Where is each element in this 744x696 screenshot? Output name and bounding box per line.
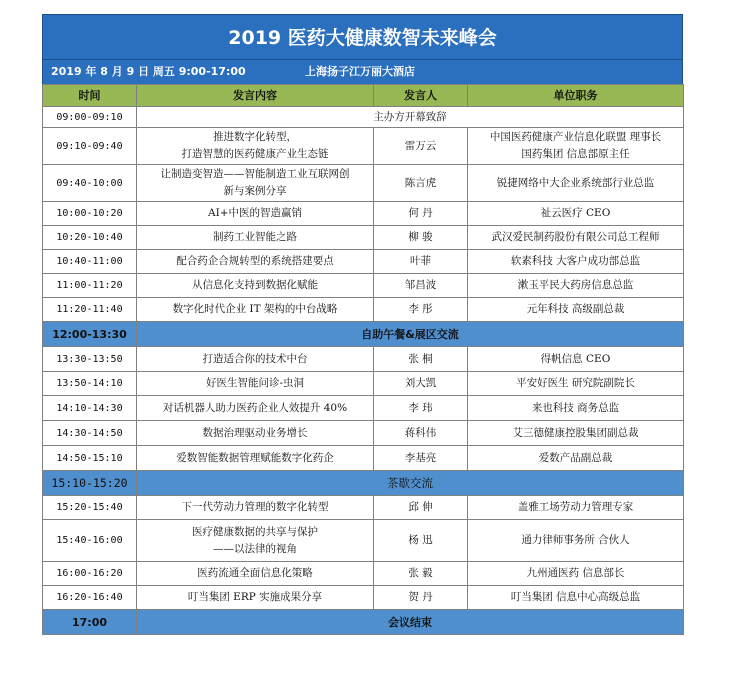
topic-line: 推进数字化转型， — [213, 131, 297, 143]
event-venue: 上海扬子江万丽大酒店 — [305, 65, 415, 78]
session-organization — [468, 165, 684, 202]
session-speaker: 李基亮 — [374, 446, 468, 471]
agenda-row — [43, 610, 684, 635]
agenda-row — [43, 562, 684, 586]
session-topic — [137, 496, 374, 520]
opening-remarks: 主办方开幕致辞 — [137, 107, 684, 128]
session-topic — [137, 347, 374, 372]
organization-line: 元年科技 高级副总裁 — [526, 303, 625, 315]
session-organization — [468, 396, 684, 421]
session-topic — [137, 520, 374, 562]
column-header-time: 时间 — [43, 85, 137, 107]
agenda-row — [43, 471, 684, 496]
session-time: 15:10-15:20 — [43, 471, 137, 496]
agenda-sheet — [42, 14, 683, 635]
session-organization — [468, 298, 684, 322]
organization-line: 来也科技 商务总监 — [531, 401, 620, 414]
session-organization — [468, 250, 684, 274]
session-speaker: 张 毅 — [374, 562, 468, 586]
session-speaker: 贺 丹 — [374, 586, 468, 610]
session-speaker: 张 桐 — [374, 347, 468, 372]
event-date: 2019 年 8 月 9 日 周五 9:00-17:00 — [51, 65, 246, 78]
session-time: 09:00-09:10 — [43, 107, 137, 128]
session-time: 11:20-11:40 — [43, 298, 137, 322]
agenda-row — [43, 226, 684, 250]
session-time: 11:00-11:20 — [43, 274, 137, 298]
session-speaker: 陈言虎 — [374, 165, 468, 202]
topic-line: 医疗健康数据的共享与保护 — [192, 525, 318, 538]
session-time: 15:20-15:40 — [43, 496, 137, 520]
topic-line: 爱数智能数据管理赋能数字化药企 — [176, 451, 334, 464]
agenda-row — [43, 322, 684, 347]
session-speaker: 雷万云 — [374, 128, 468, 165]
topic-line: 配合药企合规转型的系统搭建要点 — [176, 255, 334, 267]
organization-line: 得帆信息 CEO — [540, 352, 611, 365]
session-organization — [468, 421, 684, 446]
session-topic — [137, 396, 374, 421]
topic-line: 制药工业智能之路 — [213, 231, 297, 243]
organization-line: 爱数产品副总裁 — [538, 451, 613, 464]
session-organization — [468, 446, 684, 471]
column-header-organization: 单位职务 — [468, 85, 684, 107]
session-topic — [137, 274, 374, 298]
organization-line: 平安好医生 研究院副院长 — [516, 377, 635, 389]
session-topic — [137, 202, 374, 226]
session-time: 13:30-13:50 — [43, 347, 137, 372]
session-speaker: 邱 伸 — [374, 496, 468, 520]
agenda-row — [43, 274, 684, 298]
agenda-row — [43, 586, 684, 610]
session-topic — [137, 250, 374, 274]
session-time: 10:20-10:40 — [43, 226, 137, 250]
session-time: 14:50-15:10 — [43, 446, 137, 471]
organization-line: 漱玉平民大药房信息总监 — [517, 279, 634, 291]
session-time: 13:50-14:10 — [43, 372, 137, 396]
session-organization — [468, 520, 684, 562]
session-time: 14:10-14:30 — [43, 396, 137, 421]
session-time: 09:10-09:40 — [43, 128, 137, 165]
agenda-row — [43, 372, 684, 396]
session-time: 10:00-10:20 — [43, 202, 137, 226]
organization-line: 武汉爱民制药股份有限公司总工程师 — [491, 231, 660, 243]
agenda-row — [43, 446, 684, 471]
session-topic — [137, 586, 374, 610]
page-title: 2019 医药大健康数智未来峰会 — [42, 14, 683, 60]
break-label: 茶歇交流 — [137, 471, 684, 496]
organization-line: 通力律师事务所 合伙人 — [521, 534, 630, 546]
organization-line: 中国医药健康产业信息化联盟 理事长 — [489, 131, 662, 143]
session-speaker: 邹昌波 — [374, 274, 468, 298]
topic-line: 从信息化支持到数据化赋能 — [192, 279, 318, 291]
session-time: 16:00-16:20 — [43, 562, 137, 586]
session-time: 12:00-13:30 — [43, 322, 137, 347]
agenda-row — [43, 202, 684, 226]
topic-line: 打造适合你的技术中台 — [202, 352, 308, 365]
session-topic — [137, 372, 374, 396]
topic-line: 下一代劳动力管理的数字化转型 — [181, 501, 329, 513]
table-header-row — [43, 85, 684, 107]
topic-line: 对话机器人助力医药企业人效提升 40% — [162, 401, 348, 414]
session-topic — [137, 562, 374, 586]
topic-line: ——以法律的视角 — [213, 542, 297, 555]
session-time: 16:20-16:40 — [43, 586, 137, 610]
agenda-row — [43, 421, 684, 446]
agenda-row — [43, 520, 684, 562]
organization-line: 叮当集团 信息中心高级总监 — [510, 591, 641, 603]
agenda-row — [43, 107, 684, 128]
session-speaker: 李 玮 — [374, 396, 468, 421]
topic-line: 医药流通全面信息化策略 — [197, 567, 313, 579]
session-time: 17:00 — [43, 610, 137, 635]
agenda-row — [43, 347, 684, 372]
event-info-bar — [42, 60, 683, 84]
session-speaker: 杨 迅 — [374, 520, 468, 562]
topic-line: 新与案例分享 — [223, 185, 287, 197]
agenda-row — [43, 298, 684, 322]
session-speaker: 蒋科伟 — [374, 421, 468, 446]
session-organization — [468, 372, 684, 396]
session-topic — [137, 128, 374, 165]
organization-line: 九州通医药 信息部长 — [526, 567, 625, 579]
session-organization — [468, 562, 684, 586]
session-organization — [468, 128, 684, 165]
organization-line: 国药集团 信息部原主任 — [521, 148, 630, 160]
session-organization — [468, 274, 684, 298]
organization-line: 软素科技 大客户成功部总监 — [510, 255, 641, 267]
session-time: 14:30-14:50 — [43, 421, 137, 446]
session-topic — [137, 298, 374, 322]
agenda-row — [43, 396, 684, 421]
session-speaker: 柳 骏 — [374, 226, 468, 250]
session-topic — [137, 446, 374, 471]
topic-line: 数字化时代企业 IT 架构的中台战略 — [172, 303, 338, 315]
organization-line: 锐捷网络中大企业系统部行业总监 — [496, 176, 655, 189]
organization-line: 盖雅工场劳动力管理专家 — [517, 501, 634, 513]
session-topic — [137, 421, 374, 446]
topic-line: 打造智慧的医药健康产业生态链 — [181, 148, 329, 160]
session-topic — [137, 165, 374, 202]
column-header-speaker: 发言人 — [374, 85, 468, 107]
session-speaker: 李 彤 — [374, 298, 468, 322]
session-speaker: 叶菲 — [374, 250, 468, 274]
organization-line: 祉云医疗 CEO — [540, 207, 611, 219]
session-time: 10:40-11:00 — [43, 250, 137, 274]
session-organization — [468, 226, 684, 250]
break-label: 自助午餐&展区交流 — [137, 322, 684, 347]
agenda-row — [43, 250, 684, 274]
session-organization — [468, 586, 684, 610]
topic-line: 让制造变智造——智能制造工业互联网创 — [160, 168, 350, 180]
session-time: 09:40-10:00 — [43, 165, 137, 202]
session-time: 15:40-16:00 — [43, 520, 137, 562]
topic-line: 好医生智能问诊-虫洞 — [205, 377, 305, 389]
organization-line: 艾三德健康控股集团副总裁 — [512, 426, 639, 439]
session-speaker: 何 丹 — [374, 202, 468, 226]
topic-line: 数据治理驱动业务增长 — [202, 426, 308, 439]
session-topic — [137, 226, 374, 250]
topic-line: AI+中医的智造赢销 — [207, 207, 303, 219]
session-organization — [468, 202, 684, 226]
agenda-row — [43, 165, 684, 202]
agenda-row — [43, 128, 684, 165]
break-label: 会议结束 — [137, 610, 684, 635]
session-speaker: 刘大凯 — [374, 372, 468, 396]
column-header-topic: 发言内容 — [137, 85, 374, 107]
session-organization — [468, 496, 684, 520]
agenda-table — [42, 84, 684, 635]
agenda-row — [43, 496, 684, 520]
session-organization — [468, 347, 684, 372]
topic-line: 叮当集团 ERP 实施成果分享 — [187, 591, 323, 603]
